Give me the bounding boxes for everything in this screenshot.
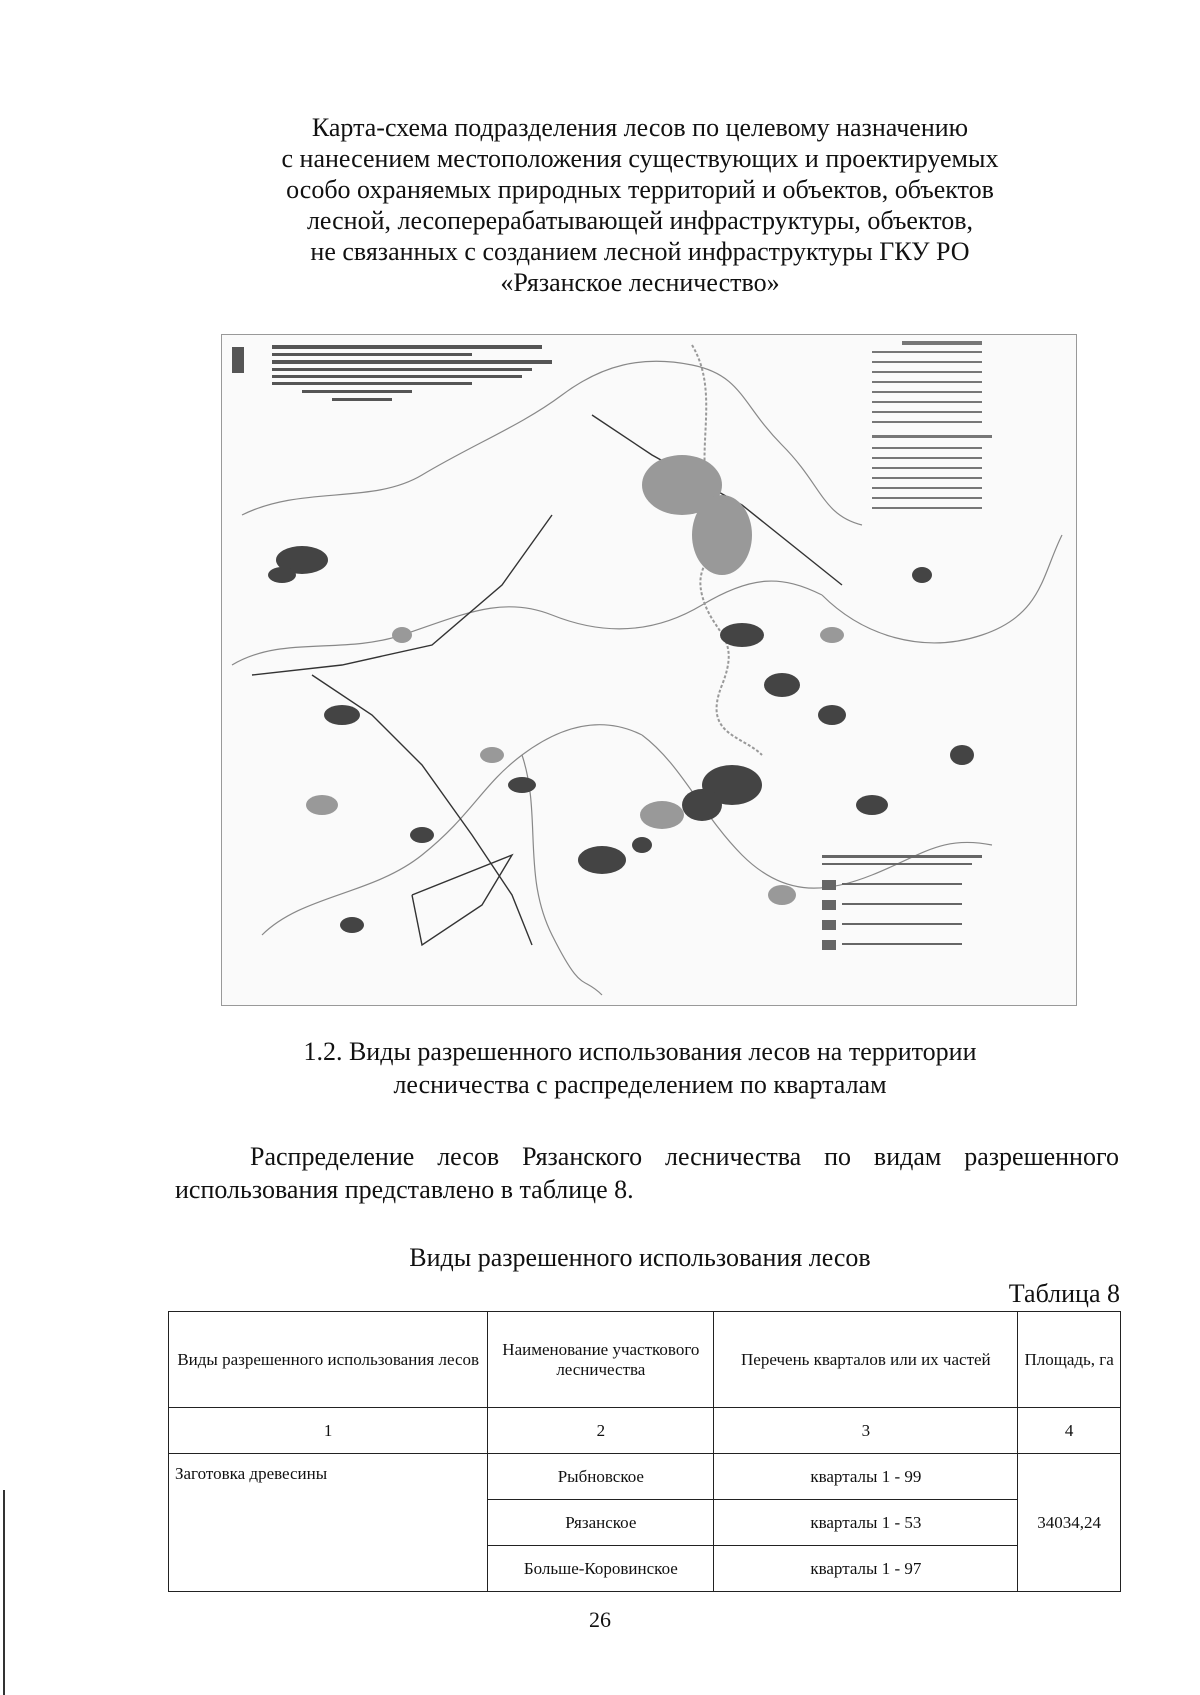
- table-row: [169, 1454, 1121, 1500]
- paragraph-text: Распределение лесов Рязанского лесничества по видам разрешенного использования представлено в таблице 8.: [175, 1142, 1119, 1204]
- column-number-row: [169, 1408, 1121, 1454]
- use-type-cell: Заготовка древесины: [169, 1454, 488, 1592]
- column-number-cell: 4: [1018, 1408, 1121, 1454]
- scan-edge-line: [3, 1490, 5, 1695]
- table-number: Таблица 8: [1008, 1279, 1120, 1308]
- table-header-row: [169, 1312, 1121, 1408]
- forest-map-image: [221, 334, 1077, 1006]
- column-number-cell: 1: [169, 1408, 488, 1454]
- table-caption: Виды разрешенного использования лесов: [409, 1243, 871, 1272]
- quarters-cell: кварталы 1 - 53: [714, 1500, 1018, 1546]
- forest-map-drawing: [222, 335, 1076, 1005]
- header-cell: Перечень кварталов или их частей: [714, 1312, 1018, 1408]
- title-line: «Рязанское лесничество»: [500, 268, 780, 297]
- header-cell: Площадь, га: [1018, 1312, 1121, 1408]
- section-heading: [240, 1035, 1040, 1101]
- section-heading-line: лесничества с распределением по кварталам: [393, 1070, 887, 1099]
- allowed-use-table: [168, 1311, 1121, 1592]
- column-number-cell: 2: [488, 1408, 714, 1454]
- header-cell: Виды разрешенного использования лесов: [169, 1312, 488, 1408]
- map-title: [240, 112, 1040, 298]
- forestry-cell: Рыбновское: [488, 1454, 714, 1500]
- title-line: с нанесением местоположения существующих и проектируемых: [281, 144, 999, 173]
- body-paragraph: [175, 1140, 1119, 1206]
- area-cell: 34034,24: [1018, 1454, 1121, 1592]
- title-line: лесной, лесоперерабатывающей инфраструктуры, объектов,: [306, 206, 974, 235]
- column-number-cell: 3: [714, 1408, 1018, 1454]
- quarters-cell: кварталы 1 - 97: [714, 1546, 1018, 1592]
- forestry-cell: Больше-Коровинское: [488, 1546, 714, 1592]
- title-line: не связанных с созданием лесной инфраструктуры ГКУ РО: [310, 237, 970, 266]
- section-heading-line: 1.2. Виды разрешенного использования лесов на территории: [303, 1037, 977, 1066]
- title-line: Карта-схема подразделения лесов по целевому назначению: [311, 113, 969, 142]
- forestry-cell: Рязанское: [488, 1500, 714, 1546]
- quarters-cell: кварталы 1 - 99: [714, 1454, 1018, 1500]
- page-number: 26: [589, 1607, 611, 1632]
- title-line: особо охраняемых природных территорий и объектов, объектов: [286, 175, 994, 204]
- header-cell: Наименование участкового лесничества: [488, 1312, 714, 1408]
